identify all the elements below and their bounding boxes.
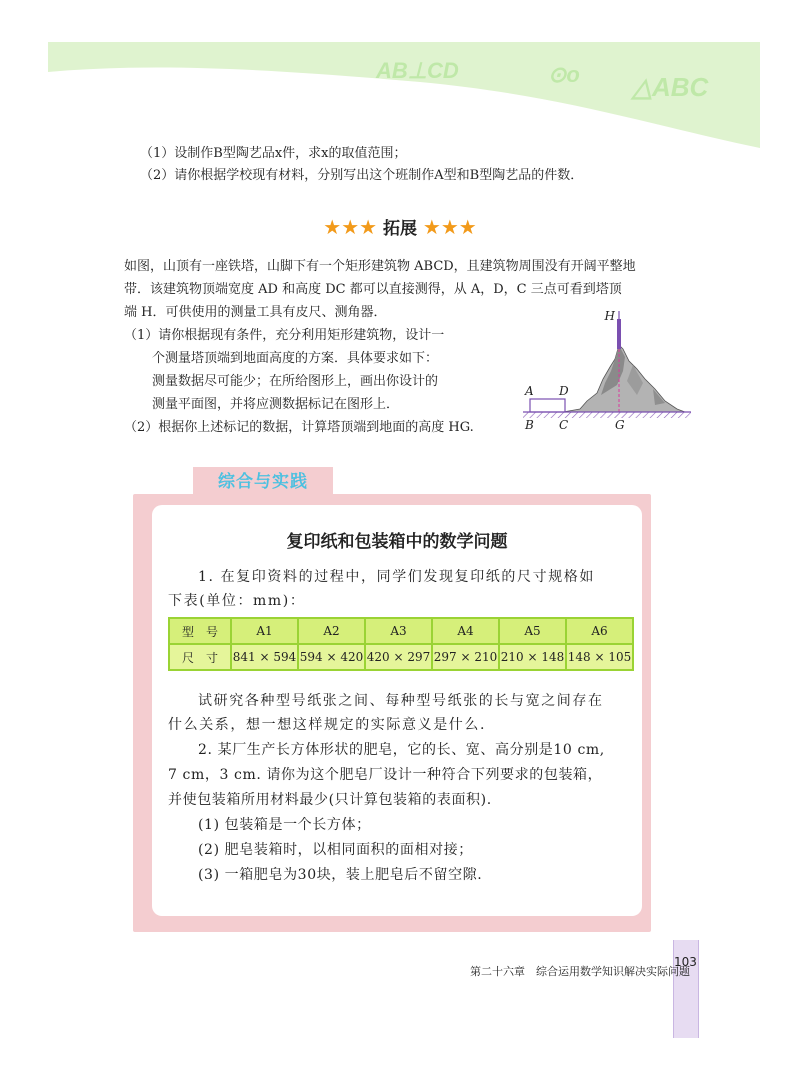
extension-question-2: （2）根据你上述标记的数据，计算塔顶端到地面的高度 HG. bbox=[124, 420, 474, 435]
practice-p2-line-1: 试研究各种型号纸张之间、每种型号纸张的长与宽之间存在 bbox=[198, 693, 604, 709]
extension-paragraph-line-3: 端 H．可供使用的测量工具有皮尺、测角器． bbox=[124, 305, 387, 320]
table-cell: 420 × 297 bbox=[365, 644, 432, 670]
practice-condition-1: (1) 包装箱是一个长方体； bbox=[198, 817, 371, 833]
extension-paragraph-line-1: 如图，山顶有一座铁塔，山脚下有一个矩形建筑物 ABCD，且建筑物周围没有开阔平整地 bbox=[124, 259, 636, 274]
practice-p3-line-1: 2. 某厂生产长方体形状的肥皂，它的长、宽、高分别是10 cm, bbox=[198, 742, 605, 758]
figure-label-A: A bbox=[525, 384, 534, 398]
extension-question-1-line-1: （1）请你根据现有条件，充分利用矩形建筑物，设计一 bbox=[124, 328, 445, 343]
table-row bbox=[169, 618, 633, 644]
header-decor-perpendicular: AB⊥CD bbox=[376, 58, 459, 83]
extension-question-1-line-2: 个测量塔顶端到地面高度的方案．具体要求如下： bbox=[152, 351, 439, 366]
figure-label-H: H bbox=[604, 309, 615, 323]
practice-p1-line-2: 下表(单位：mm)： bbox=[168, 593, 306, 609]
practice-p3-line-2: 7 cm，3 cm. 请你为这个肥皂厂设计一种符合下列要求的包装箱， bbox=[168, 767, 603, 783]
header-decor-circle: ⊙o bbox=[548, 62, 580, 87]
task-question-2: （2）请你根据学校现有材料，分别写出这个班制作A型和B型陶艺品的件数． bbox=[140, 168, 584, 183]
extension-paragraph-line-2: 带．该建筑物顶端宽度 AD 和高度 DC 都可以直接测得，从 A，D，C 三点可看到塔顶 bbox=[124, 282, 622, 297]
table-cell: A5 bbox=[499, 618, 566, 644]
extension-heading bbox=[0, 214, 800, 239]
extension-question-1-line-3: 测量数据尽可能少；在所给图形上，画出你设计的 bbox=[152, 374, 439, 389]
table-cell: 148 × 105 bbox=[566, 644, 633, 670]
figure-label-C: C bbox=[559, 418, 569, 432]
paper-size-table bbox=[168, 617, 634, 671]
practice-condition-3: (3) 一箱肥皂为30块，装上肥皂后不留空隙. bbox=[198, 867, 483, 883]
practice-title: 复印纸和包装箱中的数学问题 bbox=[286, 532, 508, 552]
table-cell: A1 bbox=[231, 618, 298, 644]
table-cell: 210 × 148 bbox=[499, 644, 566, 670]
tower-figure bbox=[515, 305, 695, 435]
extension-question-1-line-4: 测量平面图，并将应测数据标记在图形上． bbox=[152, 397, 400, 412]
table-cell: 型 号 bbox=[169, 618, 231, 644]
table-cell: A6 bbox=[566, 618, 633, 644]
figure-label-D: D bbox=[559, 384, 569, 398]
table-cell: A4 bbox=[432, 618, 499, 644]
table-cell: A3 bbox=[365, 618, 432, 644]
practice-tab-label: 综合与实践 bbox=[218, 472, 308, 492]
practice-tab bbox=[193, 467, 333, 497]
table-cell: 297 × 210 bbox=[432, 644, 499, 670]
table-cell: 594 × 420 bbox=[298, 644, 365, 670]
table-cell: 841 × 594 bbox=[231, 644, 298, 670]
practice-p3-line-3: 并使包装箱所用材料最少(只计算包装箱的表面积). bbox=[168, 792, 492, 808]
figure-label-B: B bbox=[525, 418, 534, 432]
table-cell: A2 bbox=[298, 618, 365, 644]
figure-label-G: G bbox=[615, 418, 625, 432]
task-question-1: （1）设制作B型陶艺品x件，求x的取值范围； bbox=[140, 146, 407, 161]
table-row bbox=[169, 644, 633, 670]
page-number: 103 bbox=[674, 955, 697, 969]
stars-right-icon: ★★★ bbox=[422, 215, 477, 239]
header-decor-triangle: △ABC bbox=[632, 72, 709, 102]
table-cell: 尺 寸 bbox=[169, 644, 231, 670]
practice-p2-line-2: 什么关系，想一想这样规定的实际意义是什么. bbox=[168, 717, 487, 733]
stars-left-icon: ★★★ bbox=[323, 215, 378, 239]
chapter-footer: 第二十六章 综合运用数学知识解决实际问题 bbox=[470, 965, 690, 978]
practice-p1-line-1: 1. 在复印资料的过程中，同学们发现复印纸的尺寸规格如 bbox=[198, 569, 596, 585]
extension-title: 拓展 bbox=[383, 219, 417, 239]
practice-condition-2: (2) 肥皂装箱时，以相同面积的面相对接； bbox=[198, 842, 473, 858]
